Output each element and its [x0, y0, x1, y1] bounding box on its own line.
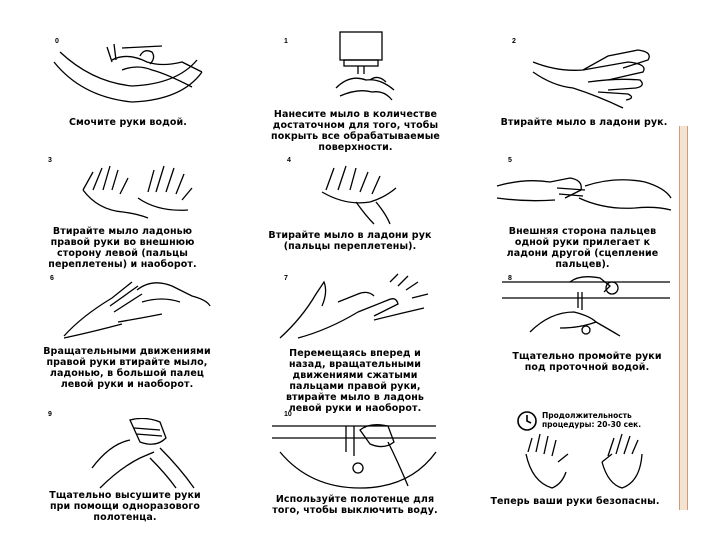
decorative-side-bar — [679, 126, 688, 510]
step-number: 4 — [287, 157, 291, 164]
step-number: 10 — [284, 411, 292, 418]
rinse-hands-illustration — [500, 272, 675, 342]
step-number: 1 — [284, 38, 288, 45]
step-caption: Внешняя сторона пальцев одной руки прилегает к ладони другой (сцепление пальцев). — [506, 226, 659, 270]
clock-icon — [516, 410, 538, 432]
step-number: 9 — [48, 411, 52, 418]
step-caption: Используйте полотенце для того, чтобы выключить воду. — [272, 494, 438, 516]
step-caption: Втирайте мыло ладонью правой руки во внешнюю сторону левой (пальцы переплетены) и наоборот. — [48, 226, 197, 270]
step-caption: Тщательно высушите руки при помощи одноразового полотенца. — [49, 490, 201, 523]
duration-line-1: Продолжительность — [542, 411, 632, 420]
duration-line-2: процедуры: 20-30 сек. — [542, 420, 642, 429]
interlocked-fingers-illustration — [495, 168, 673, 218]
clean-hands-illustration — [522, 432, 648, 490]
wet-hands-illustration — [52, 42, 212, 112]
step-caption: Вращательными движениями правой руки втирайте мыло, ладонью, в большой палец левой руки и наоборот. — [43, 346, 211, 390]
interlaced-fingers-illustration — [316, 162, 406, 226]
step-number: 0 — [55, 38, 59, 45]
back-of-hands-illustration — [78, 160, 196, 220]
step-caption: Втирайте мыло в ладони рук. — [500, 117, 668, 128]
thumb-rub-illustration — [62, 276, 212, 342]
step-caption: Перемещаясь вперед и назад, вращательными движениями сжатыми пальцами правой руки, втирайте мыло в ладонь левой руки и наоборот. — [285, 348, 425, 414]
dry-hands-illustration — [90, 418, 200, 490]
step-number: 7 — [284, 275, 288, 282]
step-number: 5 — [508, 157, 512, 164]
step-caption: Нанесите мыло в количестве достаточном для того, чтобы покрыть все обрабатываемые поверхности. — [271, 109, 440, 153]
step-number: 2 — [512, 38, 516, 45]
step-caption: Втирайте мыло в ладони рук (пальцы переплетены). — [268, 230, 432, 252]
turn-off-tap-illustration — [270, 412, 440, 490]
step-number: 6 — [50, 275, 54, 282]
step-caption: Смочите руки водой. — [68, 117, 187, 128]
step-caption: Теперь ваши руки безопасны. — [490, 496, 660, 507]
soap-dispenser-illustration — [330, 30, 400, 102]
step-number: 8 — [508, 275, 512, 282]
step-caption: Тщательно промойте руки под проточной водой. — [512, 351, 662, 373]
step-number: 3 — [48, 157, 52, 164]
palms-rub-illustration — [528, 42, 668, 110]
fingertips-palm-illustration — [278, 272, 438, 342]
